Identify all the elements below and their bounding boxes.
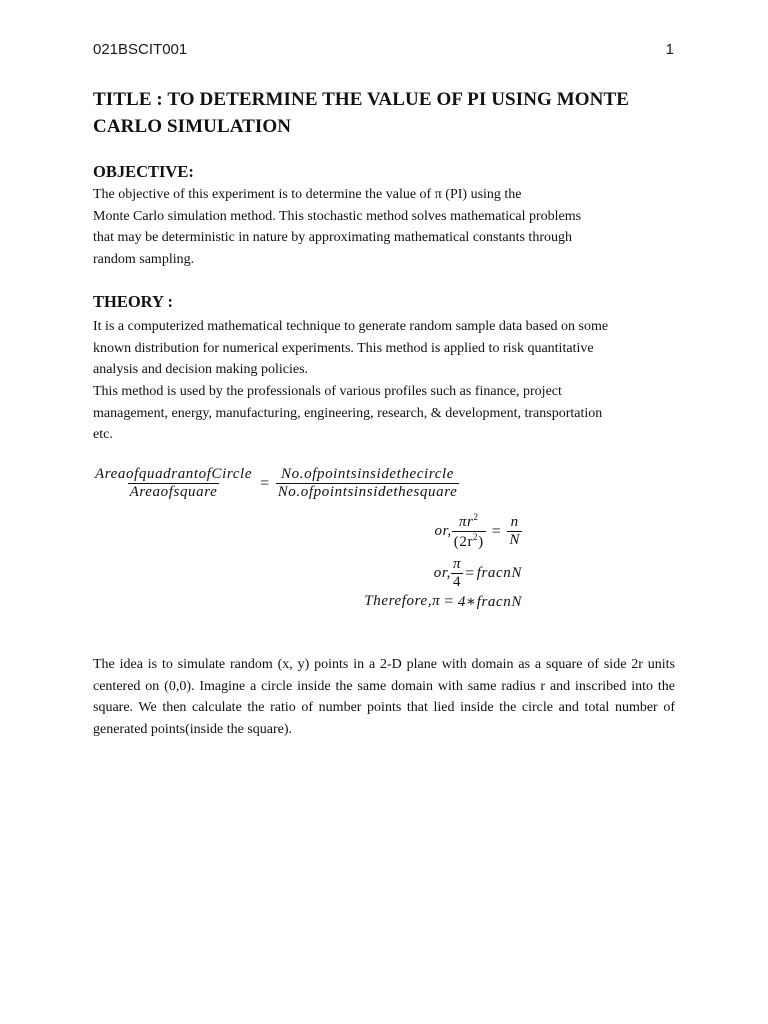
document-title (93, 86, 675, 140)
objective-paragraph (93, 184, 675, 271)
equation-ratio-areas: $\frac{\text{AreaofquadrantofCircle}}{\text{Areaofsquare}}$ = $\frac{\text{No.ofpointsinsidethecircle}}{\text{No.ofpointsinsidethesquare}}$ (95, 466, 458, 501)
objective-line: random sampling. (93, 252, 195, 268)
theory-line: etc. (93, 427, 113, 443)
theory-paragraph (93, 316, 675, 446)
page-number: 1 (665, 41, 674, 58)
theory-line: This method is used by the professionals of various profiles such as finance, project (93, 383, 562, 399)
objective-heading: OBJECTIVE: (93, 162, 194, 181)
equation-pi-r-squared: or, $\frac{\pi r^2}{(2r^2)}$ = $\frac{n}{N}$ (434, 512, 520, 551)
page-header (93, 41, 674, 58)
theory-line: It is a computerized mathematical technique to generate random sample data based on some (93, 318, 609, 334)
document-body (93, 86, 675, 741)
theory-line: known distribution for numerical experiments. This method is applied to risk quantitative (93, 340, 594, 356)
document-id: 021BSCIT001 (93, 41, 188, 58)
title-line-2: CARLO SIMULATION (93, 116, 292, 137)
objective-line: that may be deterministic in nature by approximating mathematical constants through (93, 230, 572, 246)
equation-block (93, 466, 522, 616)
theory-line: analysis and decision making policies. (93, 362, 309, 378)
equation-pi-over-four: or, $\frac{\pi}{4}$ = fracnN (433, 556, 522, 591)
theory-heading: THEORY : (93, 291, 173, 311)
points-ratio-fraction: $\frac{\text{No.ofpointsinsidethecircle}}{\text{No.ofpointsinsidethesquare}}$ (277, 466, 458, 501)
area-ratio-fraction: $\frac{\text{AreaofquadrantofCircle}}{\text{Areaofsquare}}$ (95, 466, 253, 501)
theory-line: management, energy, manufacturing, engineering, research, & development, transportation (93, 405, 603, 421)
objective-line: Monte Carlo simulation method. This stochastic method solves mathematical problems (93, 208, 582, 224)
objective-line: The objective of this experiment is to determine the value of π (PI) using the (93, 187, 522, 202)
title-line-1: TITLE : TO DETERMINE THE VALUE OF PI USING MONTE (93, 89, 630, 110)
idea-paragraph: The idea is to simulate random (x, y) points in a 2-D plane with domain as a square of side 2r units centered on (0,0). Imagine a circle inside the same domain with same radius r and inscribed into the square. We then calculate the ratio of number points that lied inside the circle and total number of generated points(inside the square). (93, 657, 675, 738)
equation-therefore-pi: Therefore, π = 4∗fracnN (364, 592, 522, 611)
